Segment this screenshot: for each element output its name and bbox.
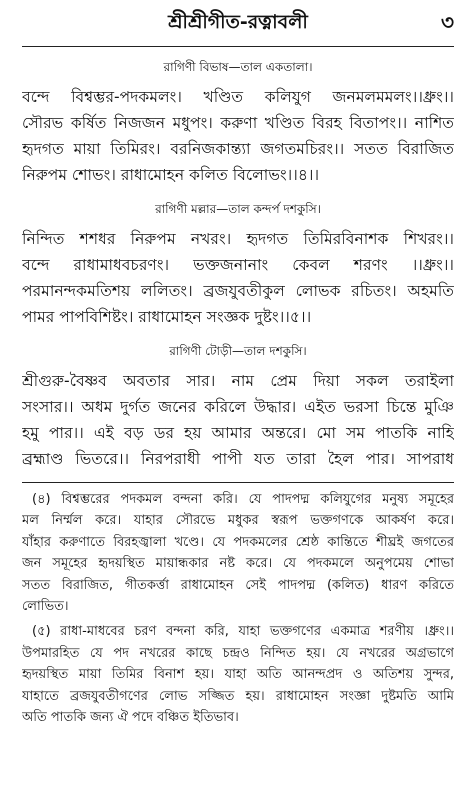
footnote-line: অতি পাতকি জন্য ঐ পদে বঞ্চিত ইতিভাব।: [22, 710, 239, 726]
raga-heading-todi: রাগিণী টোড়ী—তাল দশকুসি।: [169, 344, 307, 358]
main-text: [22, 56, 454, 482]
verse-line: শ্রীগুরু-বৈষ্ণব অবতার সার। নাম প্রেম দিয়া সকল তরাইলা: [22, 372, 454, 390]
footnote-line: উপমারহিত যে পদ নখরের কাছে চন্দ্রও নিন্দিত হয়। যে নখরের অগ্রভাগে: [22, 645, 454, 661]
verse-line: পামর পাপবিশিষ্টং। রাধামোহন সংজ্ঞক দুষ্টং।।৫।।: [22, 308, 312, 326]
verse-line: পরমানন্দকমতিশয় ললিতং। ব্রজযুবতীকুল লোভক রচিতং। অহমতি: [22, 282, 454, 300]
footnote-line: (৫) রাধা-মাধবের চরণ বন্দনা করি, যাহা ভক্তগণের একমাত্র শরণীয় ।ধ্রুং।।: [32, 624, 454, 640]
footnote-line: জন সমূহের হৃদয়স্থিত মায়ান্ধকার নষ্ট করে। যে পদকমলে অনুপমেয় শোভা: [22, 556, 454, 572]
running-title: শ্রীশ্রীগীত-রত্নাবলী: [168, 11, 308, 33]
verse-5: [22, 226, 454, 330]
page-number: ৩: [440, 10, 454, 34]
footnote-line: হৃদয়স্থিত মায়া তিমির বিনাশ হয়। যাহা অতি আনন্দপ্রদ ও অতিশয় সুন্দর,: [22, 667, 454, 683]
verse-line: নিরুপম শোভং। রাধামোহন কলিত বিলোভং।।৪।।: [22, 166, 320, 184]
header-rule: [22, 46, 454, 47]
footnote-line: লোভিত।: [22, 599, 69, 615]
raga-heading-bibhas: রাগিণী বিভাষ—তাল একতালা।: [163, 60, 313, 74]
raga-heading-mallar: রাগিণী মল্লার—তাল কন্দর্প দশকুসি।: [155, 202, 321, 216]
verse-line: হৃদগত মায়া তিমিরং। বরনিজকান্ত্যা জগতমচিরং।। সতত বিরাজিত: [22, 140, 454, 158]
footnotes: [22, 482, 454, 732]
footnote-line: মল নির্ম্মল করে। যাহার সৌরভে মধুকর স্বরূপ ভক্তগণকে আকর্ষণ করে।: [22, 513, 454, 529]
verse-4: [22, 84, 454, 188]
verse-line: হমু পার।। এই বড় ডর হয় আমার অন্তরে। মো সম পাতকি নাহি: [22, 424, 454, 442]
verse-line: সংসার।। অধম দুর্গত জনের করিলে উদ্ধার। এইত ভরসা চিন্তে মুঞি: [22, 398, 454, 416]
verse-line: ব্রহ্মাণ্ড ভিতরে।। নিরপরাধী পাপী যত তারা হৈল পার। সাপরাধ: [22, 450, 454, 468]
footnote-line: যাহাতে ব্রজযুবতীগণের লোভ সজ্জিত হয়। রাধামোহন সংজ্ঞা দুষ্টমতি আমি: [22, 688, 454, 704]
verse-line: সৌরভ কর্ষিত নিজজন মধুপং। করুণা খণ্ডিত বিরহ বিতাপং।। নাশিত: [22, 114, 454, 132]
footnote-5: [22, 621, 454, 728]
verse-line: বন্দে রাধামাধবচরণং। ভক্তজনানাং কেবল শরণং ।।ধ্রুং।।: [22, 256, 454, 274]
footnote-line: যাঁহার করুণাতে বিরহজ্বালা খণ্ডে। যে পদকমলের শ্রেষ্ঠ কান্তিতে শীঘ্রই জগতের: [22, 534, 454, 550]
footnote-4: [22, 489, 454, 617]
verse-6: [22, 368, 454, 472]
verse-line: নিন্দিত শশধর নিরুপম নখরং। হৃদগত তিমিরবিনাশক শিখরং।।: [22, 230, 454, 248]
page-header: [22, 8, 454, 38]
verse-line: বন্দে বিশ্বম্ভর-পদকমলং। খণ্ডিত কলিযুগ জনমলমমলং।।ধ্রুং।।: [22, 88, 454, 106]
footnote-line: সতত বিরাজিত, গীতকর্ত্তা রাধামোহন সেই পাদপদ্ম (কলিত) ধারণ করিতে: [22, 577, 454, 593]
footnote-line: (৪) বিশ্বম্ভরের পদকমল বন্দনা করি। যে পাদপদ্ম কলিযুগের মনুষ্য সমূহের: [32, 492, 454, 507]
